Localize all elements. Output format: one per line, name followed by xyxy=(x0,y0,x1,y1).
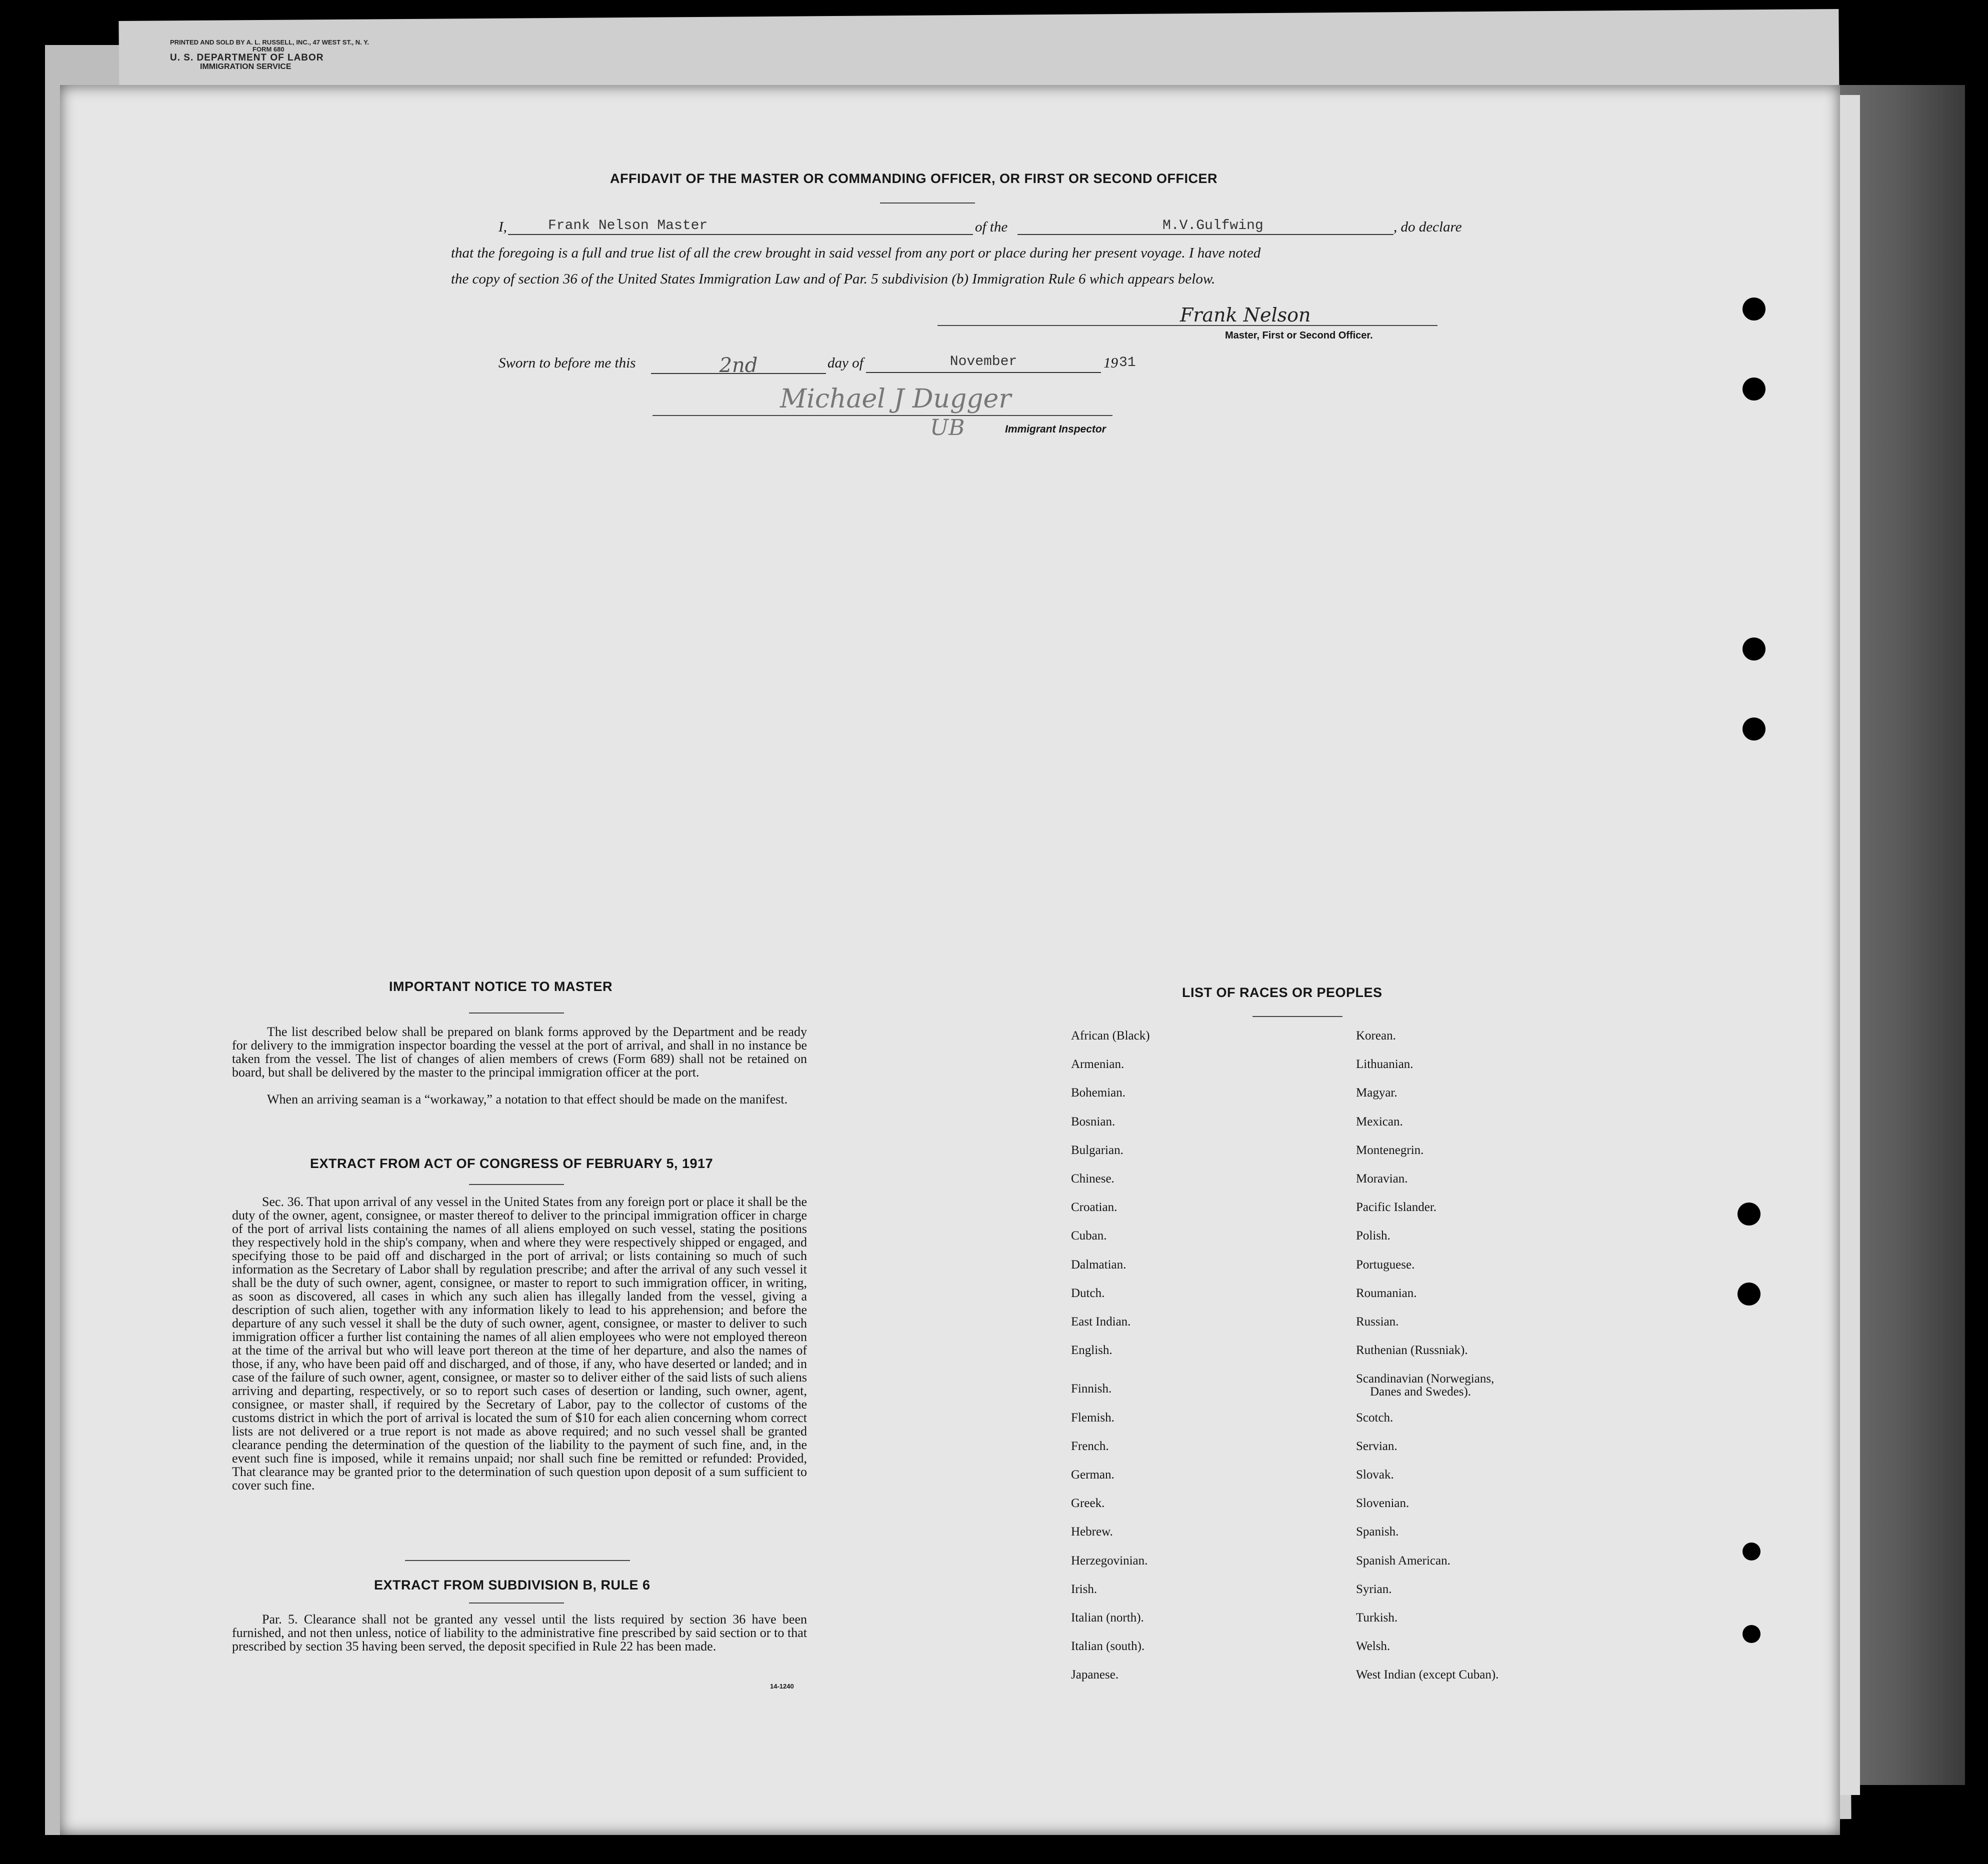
punch-hole xyxy=(1742,638,1766,660)
races-rule xyxy=(1252,1016,1342,1017)
race-item: Dutch. xyxy=(1071,1286,1105,1300)
race-item: Cuban. xyxy=(1071,1229,1107,1243)
act-rule xyxy=(469,1184,564,1185)
race-item: Croatian. xyxy=(1071,1200,1118,1214)
of-the-label: of the xyxy=(975,219,1008,235)
vessel-name-field: M.V.Gulfwing xyxy=(1018,218,1394,235)
month-field xyxy=(866,354,1101,373)
race-item: Herzegovinian. xyxy=(1071,1554,1148,1568)
master-signature: Frank Nelson xyxy=(1180,304,1311,326)
notice-rule xyxy=(469,1012,564,1014)
punch-hole xyxy=(1742,378,1766,400)
race-item: Dalmatian. xyxy=(1071,1258,1126,1272)
punch-hole xyxy=(1742,1542,1760,1560)
form-sheet xyxy=(60,85,1840,1835)
act-text: Sec. 36. That upon arrival of any vessel in the United States from any foreign port or place it shall be the duty of the owner, agent, consignee, or master thereof to deliver to the principal immigration officer in charge of the port of arrival lists containing the names of all aliens employed on such vessel, stating the positions they respectively hold in the ship's company, when and where they were respectively shipped or engaged, and specifying those to be paid off and discharged in the port of arrival; or lists containing so much of such information as the Secretary of Labor shall by regulation prescribe; and after the arrival of any such vessel it shall be the duty of such owner, agent, consignee, or master to report to such immigration officer, in writing, as soon as discovered, all cases in which any such alien has illegally landed from the vessel, giving a description of such alien, together with any information likely to lead to his apprehension; and before the departure of any such vessel it shall be the duty of such owner, agent, consignee, or master to deliver to such immigration officer a further list containing the names of all alien employees who were not employed thereon at the time of the arrival but who will leave port thereon at the time of her departure, and also the names of those, if any, who have been paid off and discharged, and of those, if any, who have deserted or landed; and in case of the failure of such owner, agent, consignee, or master so to deliver either of the said lists of such aliens arriving and departing, respectively, or so to report such cases of desertion or landing, such owner, agent, consignee, or master shall, if required by the Secretary of Labor, pay to the collector of customs of the customs district in which the port of arrival is located the sum of $10 for each alien concerning whom correct lists are not delivered or a true report is not made as above required; and no such vessel shall be granted clearance pending the determination of the question of the liability to the payment of such fine, and, in the event such fine is imposed, while it remains unpaid; nor shall such fine be remitted or refunded: Provided, That clearance may be granted prior to the determination of such question upon deposit of a sum sufficient to cover such fine. xyxy=(232,1194,807,1492)
do-declare-label: , do declare xyxy=(1394,219,1462,235)
race-item: Italian (north). xyxy=(1071,1611,1144,1624)
inspector-signature: Michael J Dugger xyxy=(780,384,1012,414)
punch-hole xyxy=(1742,718,1766,740)
punch-hole xyxy=(1738,1202,1760,1226)
race-item: Hebrew. xyxy=(1071,1525,1113,1539)
rule-text: Par. 5. Clearance shall not be granted any vessel until the lists required by section 36 have been furnished, and not then unless, notice of liability to the administrative fine prescribed by said section or to that prescribed by section 35 having been served, the deposit specified in Rule 22 has been made. xyxy=(232,1612,807,1654)
notice-title: IMPORTANT NOTICE TO MASTER xyxy=(389,979,612,994)
race-item: English. xyxy=(1071,1344,1112,1358)
day-value: 2nd xyxy=(719,354,758,377)
race-item: Bosnian. xyxy=(1071,1114,1116,1128)
race-item: Turkish. xyxy=(1356,1611,1398,1624)
race-item: East Indian. xyxy=(1071,1315,1131,1328)
race-item: Irish. xyxy=(1071,1582,1098,1596)
race-item: Slovenian. xyxy=(1356,1496,1410,1510)
race-item: Polish. xyxy=(1356,1229,1390,1243)
races-title: LIST OF RACES OR PEOPLES xyxy=(1182,985,1382,1000)
race-item: Bohemian. xyxy=(1071,1086,1126,1100)
race-item: Japanese. xyxy=(1071,1668,1119,1682)
punch-hole xyxy=(1742,1625,1760,1643)
inspector-caption: Immigrant Inspector xyxy=(1005,424,1106,435)
race-item: Chinese. xyxy=(1071,1172,1114,1186)
inspector-initials: UB xyxy=(930,415,965,440)
form-number: FORM 680 xyxy=(252,46,284,53)
race-item: Scotch. xyxy=(1356,1410,1394,1424)
race-item: Russian. xyxy=(1356,1315,1399,1328)
race-item: Danes and Swedes). xyxy=(1370,1385,1472,1399)
race-item: Magyar. xyxy=(1356,1086,1398,1100)
affidavit-line-3: the copy of section 36 of the United States Immigration Law and of Par. 5 subdivision (b) Immigration Rule 6 which appears below. xyxy=(451,271,1216,287)
race-item: Mexican. xyxy=(1356,1114,1403,1128)
race-item: Slovak. xyxy=(1356,1468,1394,1482)
race-item: Moravian. xyxy=(1356,1172,1408,1186)
service-name: IMMIGRATION SERVICE xyxy=(200,62,292,71)
punch-hole xyxy=(1738,1282,1760,1306)
signature-caption: Master, First or Second Officer. xyxy=(1225,330,1373,341)
year-prefix: 19 xyxy=(1104,355,1118,371)
form-imprint xyxy=(170,39,369,71)
year-suffix: 31 xyxy=(1119,355,1136,370)
race-item: Finnish. xyxy=(1071,1382,1112,1396)
affidavit-title: AFFIDAVIT OF THE MASTER OR COMMANDING OFFICER, OR FIRST OR SECOND OFFICER xyxy=(610,171,1218,186)
month-value: November xyxy=(950,354,1018,370)
race-item: Portuguese. xyxy=(1356,1258,1415,1272)
inspector-signature-line xyxy=(652,415,1112,416)
race-item: Syrian. xyxy=(1356,1582,1392,1596)
punch-hole xyxy=(1742,298,1766,320)
race-item: Spanish American. xyxy=(1356,1554,1450,1568)
affidavit-line-2: that the foregoing is a full and true list of all the crew brought in said vessel from any port or place during her present voyage. I have noted xyxy=(451,245,1261,261)
race-item: French. xyxy=(1071,1439,1109,1453)
race-item: West Indian (except Cuban). xyxy=(1356,1668,1499,1682)
master-name-field: Frank Nelson Master xyxy=(508,218,973,235)
race-item: Italian (south). xyxy=(1071,1640,1145,1654)
race-item: Ruthenian (Russniak). xyxy=(1356,1344,1468,1358)
race-item: Lithuanian. xyxy=(1356,1058,1414,1072)
race-item: African (Black) xyxy=(1071,1029,1150,1042)
race-item: Roumanian. xyxy=(1356,1286,1417,1300)
race-item: Korean. xyxy=(1356,1029,1396,1042)
race-item: Armenian. xyxy=(1071,1058,1124,1072)
sworn-label: Sworn to before me this xyxy=(498,355,636,371)
race-item: Pacific Islander. xyxy=(1356,1200,1437,1214)
race-item: Spanish. xyxy=(1356,1525,1399,1539)
race-item: Scandinavian (Norwegians, xyxy=(1356,1372,1494,1386)
affidavit-i: I, xyxy=(498,219,507,235)
act-title: EXTRACT FROM ACT OF CONGRESS OF FEBRUARY 5, 1917 xyxy=(310,1156,714,1171)
race-item: German. xyxy=(1071,1468,1114,1482)
day-field xyxy=(651,354,826,377)
rule-title: EXTRACT FROM SUBDIVISION B, RULE 6 xyxy=(374,1578,650,1592)
race-item: Flemish. xyxy=(1071,1410,1114,1424)
form-code: 14-1240 xyxy=(770,1682,794,1690)
race-item: Servian. xyxy=(1356,1439,1398,1453)
act-end-rule xyxy=(405,1560,630,1561)
printer-line: PRINTED AND SOLD BY A. L. RUSSELL, INC., 47 WEST ST., N. Y. xyxy=(170,38,369,46)
race-item: Bulgarian. xyxy=(1071,1143,1124,1157)
title-rule xyxy=(880,202,975,204)
notice-paragraph-2: When an arriving seaman is a “workaway,” a notation to that effect should be made on the manifest. xyxy=(267,1092,788,1106)
rule-title-rule xyxy=(469,1602,564,1604)
notice-paragraph-1: The list described below shall be prepared on blank forms approved by the Department and be ready for delivery to the immigration inspector boarding the vessel at the port of arrival, and shall in no instance be taken from the vessel. The list of changes of alien members of crews (Form 689) shall not be retained on board, but shall be delivered by the master to the principal immigration officer at the port. xyxy=(232,1024,807,1080)
race-item: Montenegrin. xyxy=(1356,1143,1424,1157)
race-item: Greek. xyxy=(1071,1496,1105,1510)
day-of-label: day of xyxy=(828,355,864,371)
department-name: U. S. DEPARTMENT OF LABOR xyxy=(170,52,324,63)
race-item: Welsh. xyxy=(1356,1640,1390,1654)
